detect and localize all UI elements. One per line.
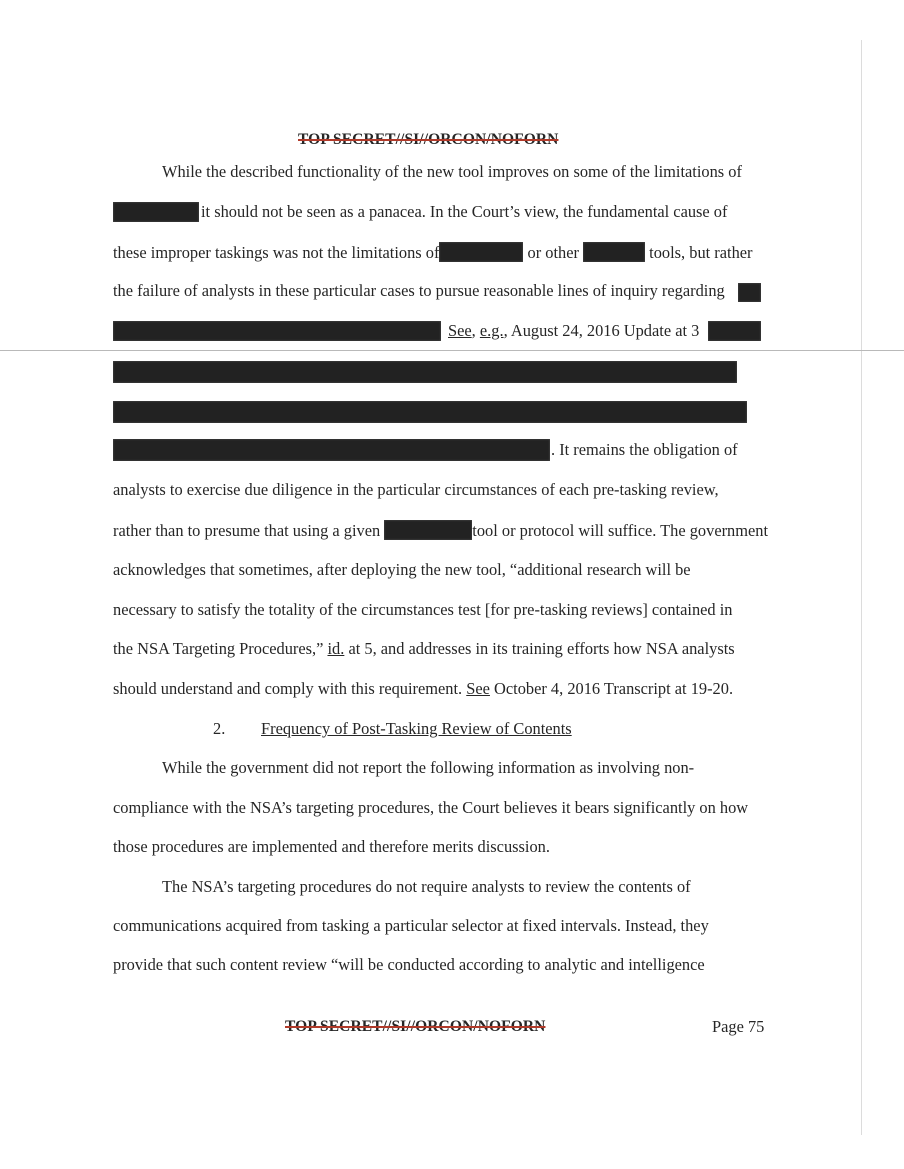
- redaction-block: [384, 520, 472, 540]
- p1-line-5-rest: , August 24, 2016 Update at 3: [503, 321, 700, 340]
- p3-line-2: communications acquired from tasking a particular selector at fixed intervals. Instead, they: [113, 916, 709, 935]
- p1-line-10: [113, 520, 768, 541]
- section-title: Frequency of Post-Tasking Review of Contents: [261, 719, 572, 738]
- redaction-block: [113, 321, 441, 341]
- p1-line-13: [113, 639, 735, 659]
- p1-line-14: [113, 679, 733, 699]
- redaction-block: [708, 321, 761, 341]
- id-citation: id.: [327, 639, 345, 658]
- scan-edge-line: [861, 40, 862, 1135]
- p3-line-3: provide that such content review “will be conducted according to analytic and intelligence: [113, 955, 705, 974]
- p3-line-1: The NSA’s targeting procedures do not require analysts to review the contents of: [162, 877, 691, 896]
- redaction-block: [113, 401, 747, 423]
- p1-line-4: the failure of analysts in these particular cases to pursue reasonable lines of inquiry regarding: [113, 281, 725, 300]
- p1-line-9: analysts to exercise due diligence in the particular circumstances of each pre-tasking review,: [113, 480, 719, 499]
- redaction-block: [113, 202, 199, 222]
- p1-line-3: [113, 242, 753, 263]
- p2-line-1: While the government did not report the following information as involving non-: [162, 758, 695, 777]
- redaction-block: [439, 242, 523, 262]
- p1-line-10-b: tool or protocol will suffice. The government: [472, 521, 769, 540]
- p1-line-12: necessary to satisfy the totality of the circumstances test [for pre-tasking reviews] contained in: [113, 600, 733, 619]
- p1-line-3-b: or other: [527, 243, 579, 262]
- page-number: Page 75: [712, 1017, 765, 1036]
- section-number: 2.: [213, 719, 226, 738]
- p1-line-3-a: these improper taskings was not the limitations of: [113, 243, 440, 262]
- p1-line-1: While the described functionality of the new tool improves on some of the limitations of: [162, 162, 742, 181]
- p1-line-10-a: rather than to presume that using a given: [113, 521, 381, 540]
- p2-line-3: those procedures are implemented and therefore merits discussion.: [113, 837, 550, 856]
- p1-line-2: it should not be seen as a panacea. In the Court’s view, the fundamental cause of: [201, 202, 728, 221]
- p1-line-14-a: should understand and comply with this requirement.: [113, 679, 463, 698]
- footer-classification: TOP SECRET//SI//ORCON/NOFORN: [285, 1018, 546, 1035]
- header-classification: TOP SECRET//SI//ORCON/NOFORN: [298, 131, 559, 148]
- p1-line-13-b: at 5, and addresses in its training efforts how NSA analysts: [348, 639, 735, 658]
- redaction-block: [583, 242, 645, 262]
- scan-fold-line: [0, 350, 904, 351]
- eg-citation: e.g.: [479, 321, 504, 340]
- p1-line-3-c: tools, but rather: [649, 243, 753, 262]
- redaction-block: [113, 439, 550, 461]
- p1-line-8: . It remains the obligation of: [551, 440, 738, 459]
- see-citation: See: [466, 679, 490, 698]
- p1-line-5: [448, 321, 699, 341]
- see-citation: See: [448, 321, 472, 340]
- redaction-block: [738, 283, 761, 302]
- p2-line-2: compliance with the NSA’s targeting procedures, the Court believes it bears significantly on how: [113, 798, 749, 817]
- p1-line-5-sep: ,: [471, 321, 476, 340]
- p1-line-14-b: October 4, 2016 Transcript at 19-20.: [494, 679, 734, 698]
- p1-line-11: acknowledges that sometimes, after deploying the new tool, “additional research will be: [113, 560, 691, 579]
- redaction-block: [113, 361, 737, 383]
- p1-line-13-a: the NSA Targeting Procedures,”: [113, 639, 324, 658]
